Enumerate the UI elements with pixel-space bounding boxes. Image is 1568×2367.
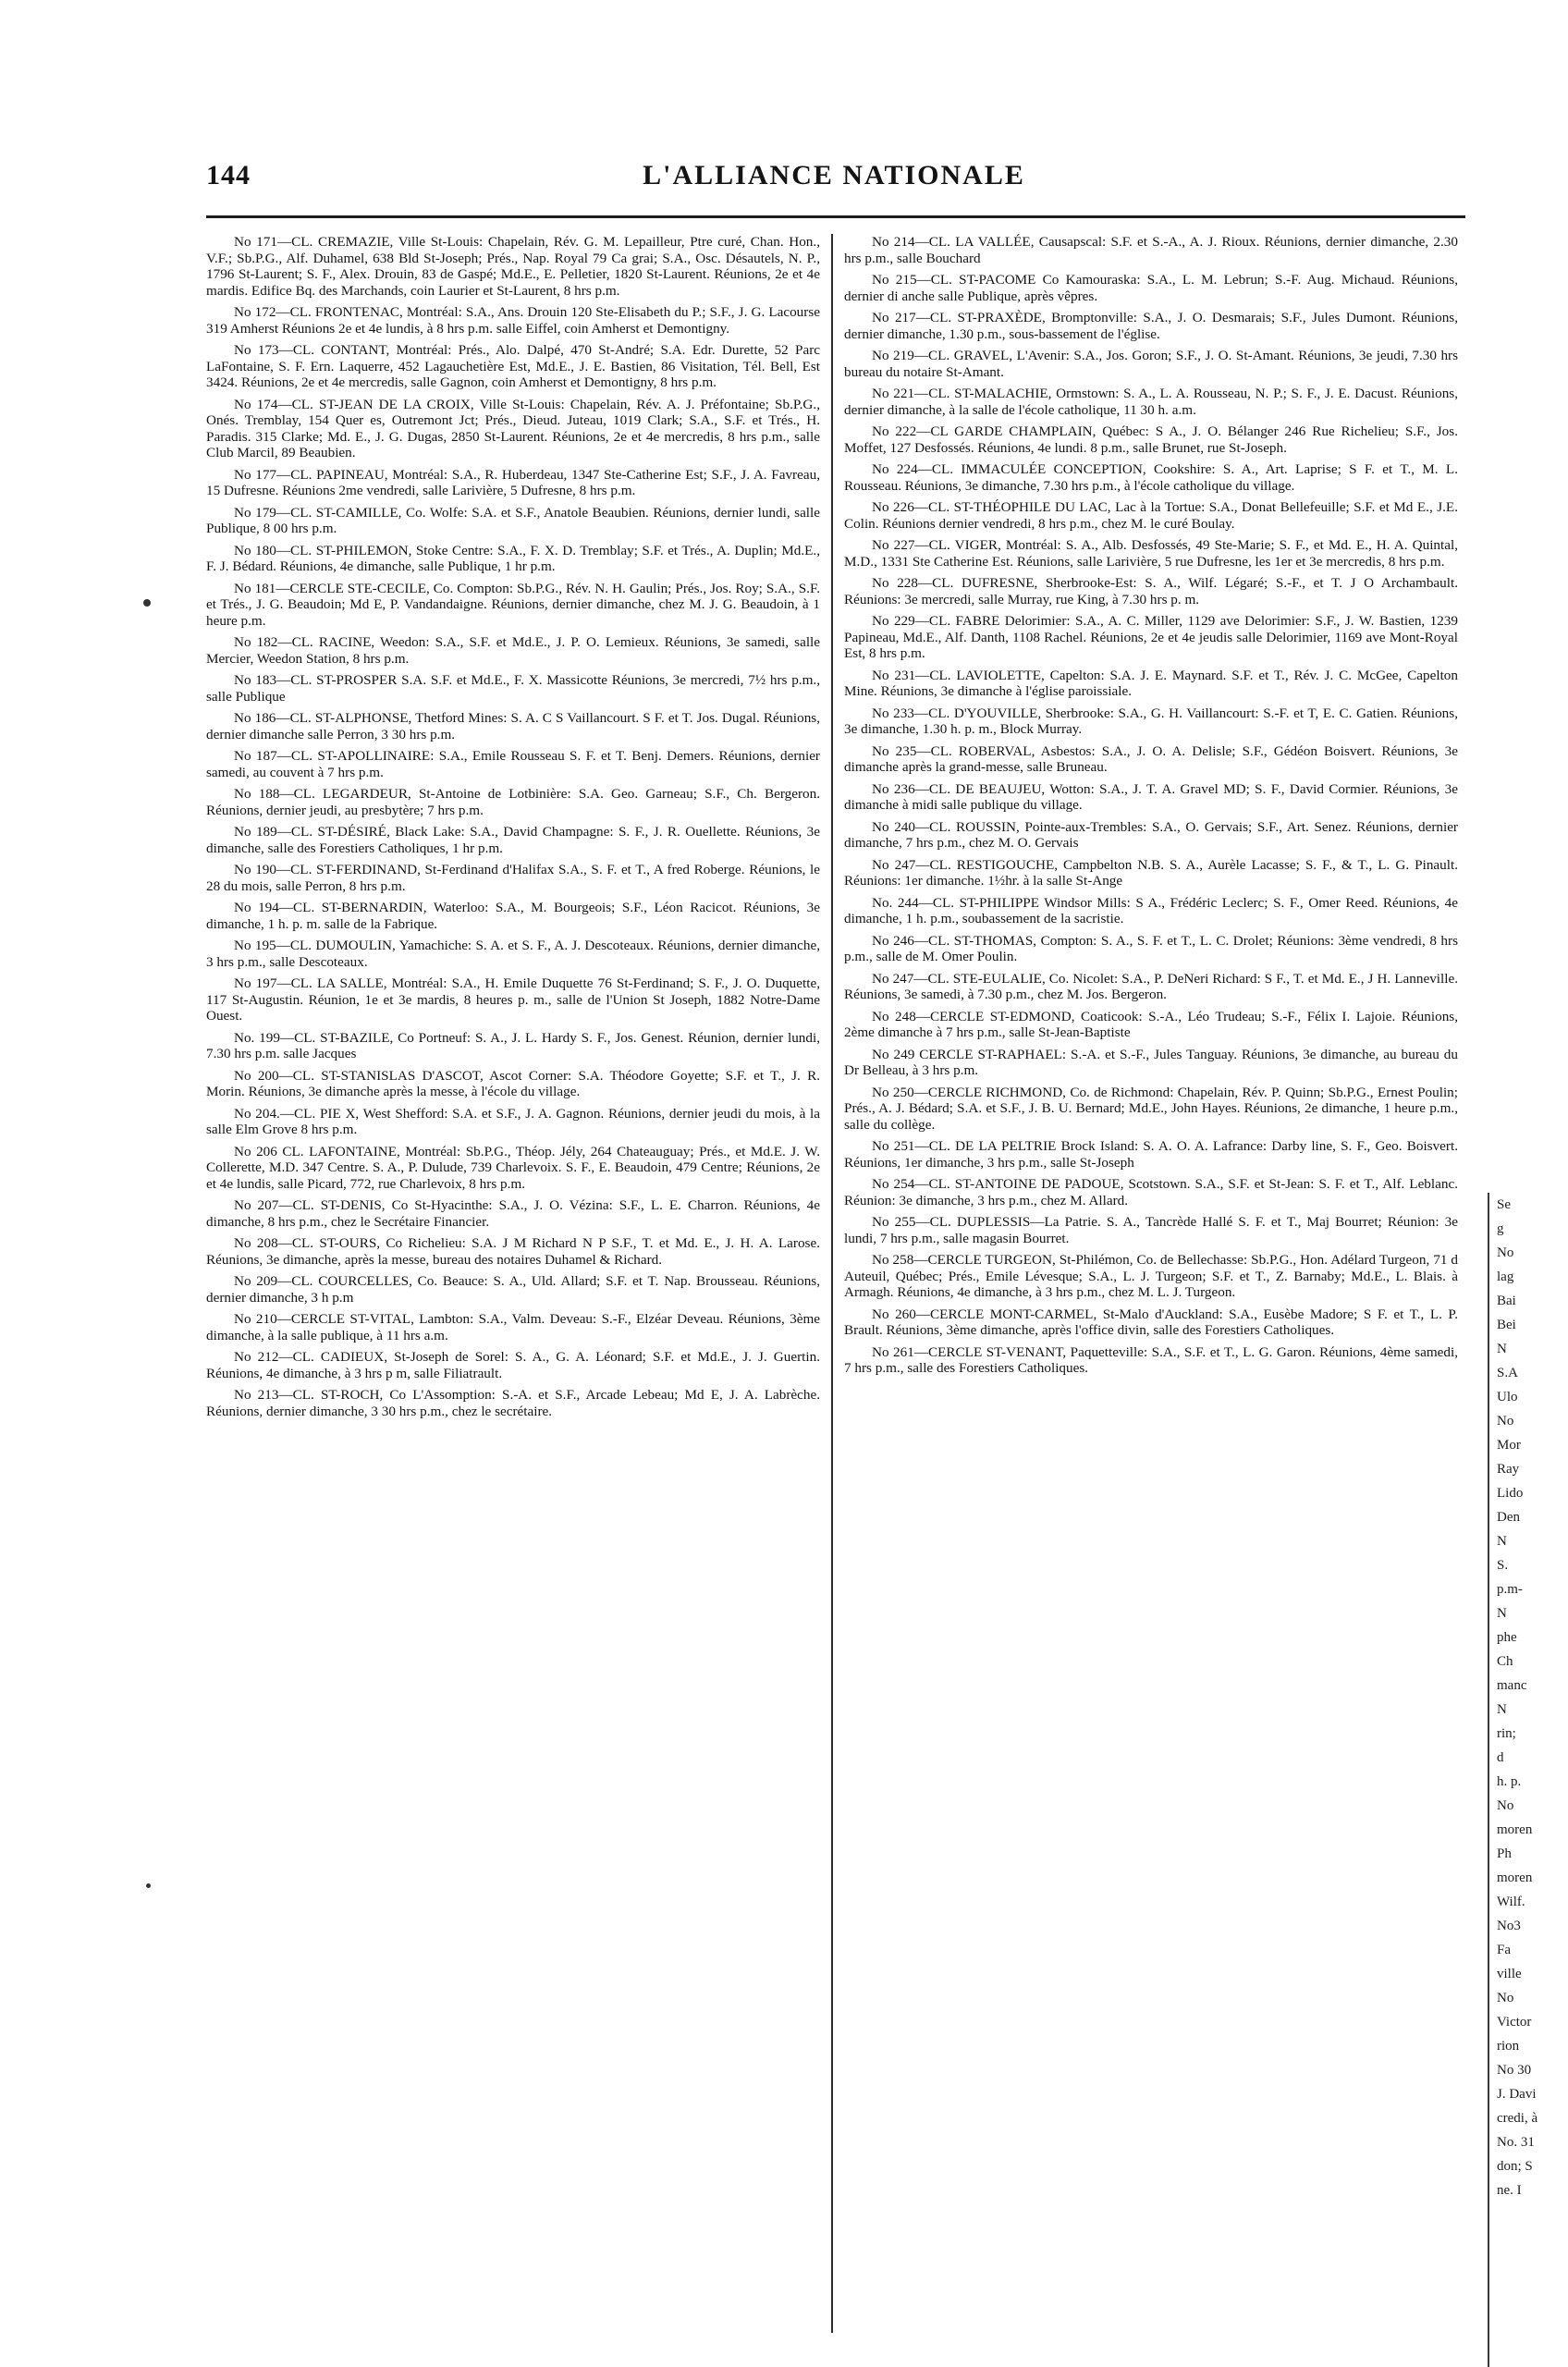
directory-entry: No 247—CL. RESTIGOUCHE, Campbelton N.B. S. A., Aurèle Lacasse; S. F., & T., L. G. Pinault. Réunions: 1er dimanche. 1½hr. à la salle St-Ange — [844, 856, 1458, 889]
margin-fragment: N — [1497, 1606, 1507, 1621]
margin-fragment: No. 31 — [1497, 2135, 1535, 2150]
margin-fragment: N — [1497, 1702, 1507, 1717]
directory-entry: No 233—CL. D'YOUVILLE, Sherbrooke: S.A., G. H. Vaillancourt: S.-F. et T, E. C. Gatien. Réunions, 3e dimanche, 1.30 h. p. m., Block Murray. — [844, 705, 1458, 737]
directory-entry: No 197—CL. LA SALLE, Montréal: S.A., H. Emile Duquette 76 St-Ferdinand; S. F., J. O. Duquette, 117 St-Augustin. Réunion, 1e et 3e mardis, 8 heures p. m., salle de l'Union St Joseph, 1882 Notre-Dame Ouest. — [206, 975, 820, 1024]
margin-fragment: No 30 — [1497, 2063, 1532, 2078]
margin-fragment: Fa — [1497, 1943, 1511, 1957]
two-column-body — [206, 234, 1465, 2333]
right-column — [844, 234, 1458, 2333]
directory-entry: No 189—CL. ST-DÉSIRÉ, Black Lake: S.A., David Champagne: S. F., J. R. Ouellette. Réunions, 3e dimanche, salle des Forestiers Catholiques, 1 hr p.m. — [206, 824, 820, 856]
directory-entry: No 174—CL. ST-JEAN DE LA CROIX, Ville St-Louis: Chapelain, Rév. A. J. Préfontaine; Sb.P.G., Onés. Tremblay, 154 Quer es, Outremont Jct; Prés., Dieud. Juteau, 1019 Clark; S.A., S.F. et Trés., H. Paradis. 315 Clarke; Md. E., J. G. Dugas, 2850 St-Laurent. Réunions, 2e et 4e mercredis, 8 hrs p.m., salle Club Marcil, 89 Beaubien. — [206, 396, 820, 460]
margin-fragment: N — [1497, 1534, 1507, 1549]
page-number: 144 — [206, 160, 251, 190]
directory-entry: No 248—CERCLE ST-EDMOND, Coaticook: S.-A., Léo Trudeau; S.-F., Félix I. Lajoie. Réunions, 2ème dimanche à 7 hrs p.m., salle St-Jean-Baptiste — [844, 1008, 1458, 1040]
directory-entry: No 195—CL. DUMOULIN, Yamachiche: S. A. et S. F., A. J. Descoteaux. Réunions, dernier dimanche, 3 hrs p.m., salle Descoteaux. — [206, 938, 820, 970]
margin-fragment: Bai — [1497, 1294, 1516, 1308]
directory-entry: No. 199—CL. ST-BAZILE, Co Portneuf: S. A., J. L. Hardy S. F., Jos. Genest. Réunion, dernier lundi, 7.30 hrs p.m. salle Jacques — [206, 1029, 820, 1061]
column-divider — [831, 234, 833, 2333]
margin-fragment: moren — [1497, 1870, 1533, 1885]
directory-entry: No 182—CL. RACINE, Weedon: S.A., S.F. et Md.E., J. P. O. Lemieux. Réunions, 3e samedi, salle Mercier, Weedon Station, 8 hrs p.m. — [206, 634, 820, 667]
margin-fragment: Mor — [1497, 1438, 1521, 1453]
margin-fragment: S. — [1497, 1558, 1509, 1573]
margin-fragment: h. p. — [1497, 1774, 1522, 1789]
directory-entry: No 177—CL. PAPINEAU, Montréal: S.A., R. Huberdeau, 1347 Ste-Catherine Est; S.F., J. A. Favreau, 15 Dufresne. Réunions 2me vendredi, salle Larivière, 5 Dufresne, 8 hrs p.m. — [206, 466, 820, 498]
page — [188, 153, 1480, 2331]
directory-entry: No 171—CL. CREMAZIE, Ville St-Louis: Chapelain, Rév. G. M. Lepailleur, Ptre curé, Chan. Hon., V.F.; Sb.P.G., Alf. Duhamel, 638 Bld St-Joseph; Prés., Nap. Royal 79 Ca grai; S.A., Osc. Désautels, N. P., 1796 St-Laurent; S. F., Alex. Drouin, 83 de Gaspé; Md.E., E. Pelletier, 1820 St-Laurent. Réunions, 2e et 4e mardis. Edifice Bq. des Marchands, coin Laurier et St-Laurent, 8 hrs p.m. — [206, 234, 820, 299]
directory-entry: No 172—CL. FRONTENAC, Montréal: S.A., Ans. Drouin 120 Ste-Elisabeth du P.; S.F., J. G. Lacourse 319 Amherst Réunions 2e et 4e lundis, à 8 hrs p.m. salle Eiffel, coin Amherst et Demontigny. — [206, 304, 820, 337]
margin-fragment: Den — [1497, 1510, 1520, 1525]
margin-fragment: Ch — [1497, 1654, 1513, 1669]
directory-entry: No 207—CL. ST-DENIS, Co St-Hyacinthe: S.A., J. O. Vézina: S.F., L. E. Charron. Réunions, 4e dimanche, 8 hrs p.m., chez le Secrétaire Financier. — [206, 1197, 820, 1230]
margin-fragment: Ph — [1497, 1846, 1512, 1861]
margin-fragment: N — [1497, 1342, 1507, 1356]
directory-entry: No 200—CL. ST-STANISLAS D'ASCOT, Ascot Corner: S.A. Théodore Goyette; S.F. et T., J. R. Morin. Réunions, 3e dimanche après la messe, à l'école du village. — [206, 1067, 820, 1099]
directory-entry: No 235—CL. ROBERVAL, Asbestos: S.A., J. O. A. Delisle; S.F., Gédéon Boisvert. Réunions, 3e dimanche après la grand-messe, salle Bruneau. — [844, 742, 1458, 775]
margin-fragment: g — [1497, 1221, 1504, 1236]
margin-fragment: J. Davi — [1497, 2087, 1537, 2102]
margin-fragment: No — [1497, 1798, 1514, 1813]
margin-fragment: No — [1497, 1991, 1514, 2005]
directory-entry: No 251—CL. DE LA PELTRIE Brock Island: S. A. O. A. Lafrance: Darby line, S. F., Geo. Boisvert. Réunions, 1er dimanche, 3 hrs p.m., salle St-Joseph — [844, 1138, 1458, 1171]
adjacent-page-margin — [1488, 1193, 1568, 2367]
margin-fragment: Ray — [1497, 1462, 1520, 1477]
directory-entry: No 186—CL. ST-ALPHONSE, Thetford Mines: S. A. C S Vaillancourt. S F. et T. Jos. Dugal. Réunions, dernier dimanche salle Perron, 3 30 hrs p.m. — [206, 710, 820, 742]
directory-entry: No 213—CL. ST-ROCH, Co L'Assomption: S.-A. et S.F., Arcade Lebeau; Md E, J. A. Labrèche. Réunions, dernier dimanche, 3 30 hrs p.m., chez le secrétaire. — [206, 1387, 820, 1419]
directory-entry: No 173—CL. CONTANT, Montréal: Prés., Alo. Dalpé, 470 St-André; S.A. Edr. Durette, 52 Parc LaFontaine, S. F. Ern. Laquerre, 452 Lagauchetière Est, Md.E., J. E. Bastien, 86 Visitation, Tél. Bell, Est 3424. Réunions, 2e et 4e mercredis, salle Gagnon, coin Amherst et Demontigny, 8 hrs p.m. — [206, 342, 820, 390]
directory-entry: No 249 CERCLE ST-RAPHAEL: S.-A. et S.-F., Jules Tanguay. Réunions, 3e dimanche, au bureau du Dr Belleau, à 3 hrs p.m. — [844, 1046, 1458, 1078]
margin-fragment: ne. I — [1497, 2183, 1522, 2198]
directory-entry: No 226—CL. ST-THÉOPHILE DU LAC, Lac à la Tortue: S.A., Donat Bellefeuille; S.F. et Md E., J.E. Colin. Réunions dernier vendredi, 8 hrs p.m., chez M. le curé Boulay. — [844, 499, 1458, 532]
directory-entry: No 246—CL. ST-THOMAS, Compton: S. A., S. F. et T., L. C. Drolet; Réunions: 3ème vendredi, 8 hrs p.m., salle de M. Omer Poulin. — [844, 932, 1458, 964]
directory-entry: No 206 CL. LAFONTAINE, Montréal: Sb.P.G., Théop. Jély, 264 Chateauguay; Prés., et Md.E. J. W. Collerette, M.D. 347 Centre. S. A., P. Dulude, 739 Charlevoix. S. F., E. Beaudoin, 479 Centre; Réunions, 2e et 4e lundis, salle Picard, 772, rue Charlevoix, 8 hrs p.m. — [206, 1143, 820, 1192]
directory-entry: No 180—CL. ST-PHILEMON, Stoke Centre: S.A., F. X. D. Tremblay; S.F. et Trés., A. Duplin; Md.E., F. J. Bédard. Réunions, 4e dimanche, salle Publique, 1 hr p.m. — [206, 542, 820, 574]
directory-entry: No 240—CL. ROUSSIN, Pointe-aux-Trembles: S.A., O. Gervais; S.F., Art. Senez. Réunions, dernier dimanche, 7 hrs p.m., chez M. O. Gervais — [844, 818, 1458, 851]
margin-fragment: credi, à — [1497, 2111, 1538, 2126]
margin-fragment: rin; — [1497, 1726, 1516, 1741]
margin-fragment: No — [1497, 1414, 1514, 1429]
directory-entry: No 212—CL. CADIEUX, St-Joseph de Sorel: S. A., G. A. Léonard; S.F. et Md.E., J. J. Guertin. Réunions, 4e dimanche, à 3 hrs p m, salle Filiatrault. — [206, 1349, 820, 1381]
directory-entry: No 227—CL. VIGER, Montréal: S. A., Alb. Desfossés, 49 Ste-Marie; S. F., et Md. E., H. A. Quintal, M.D., 1331 Ste Catherine Est. Réunions, salle Larivière, 5 rue Dufresne, les 1er et 3e mercredis, 8 hrs p.m. — [844, 537, 1458, 570]
directory-entry: No 210—CERCLE ST-VITAL, Lambton: S.A., Valm. Deveau: S.-F., Elzéar Deveau. Réunions, 3ème dimanche, à la salle publique, à 11 hrs a.m. — [206, 1311, 820, 1343]
directory-entry: No 231—CL. LAVIOLETTE, Capelton: S.A. J. E. Maynard. S.F. et T., Rév. J. C. McGee, Capelton Mine. Réunions, 3e dimanche à l'église paroissiale. — [844, 667, 1458, 699]
directory-entry: No. 244—CL. ST-PHILIPPE Windsor Mills: S A., Frédéric Leclerc; S. F., Omer Reed. Réunions, 4e dimanche, 1 h. p.m., soubassement de la sacristie. — [844, 894, 1458, 926]
margin-fragment: Wilf. — [1497, 1895, 1525, 1909]
directory-entry: No 209—CL. COURCELLES, Co. Beauce: S. A., Uld. Allard; S.F. et T. Nap. Brousseau. Réunions, dernier dimanche, 3 h p.m — [206, 1273, 820, 1306]
directory-entry: No 194—CL. ST-BERNARDIN, Waterloo: S.A., M. Bourgeois; S.F., Léon Racicot. Réunions, 3e dimanche, 1 h. p. m. salle de la Fabrique. — [206, 900, 820, 932]
directory-entry: No 219—CL. GRAVEL, L'Avenir: S.A., Jos. Goron; S.F., J. O. St-Amant. Réunions, 3e jeudi, 7.30 hrs bureau du notaire St-Amant. — [844, 348, 1458, 380]
scan-speck — [143, 599, 151, 607]
directory-entry: No 250—CERCLE RICHMOND, Co. de Richmond: Chapelain, Rév. P. Quinn; Sb.P.G., Ernest Poulin; Prés., A. J. Bédard; S.A. et S.F., J. B. U. Bernard; Md.E., John Hayes. Réunions, 2e dimanche, 1 heure p.m., salle du collège. — [844, 1084, 1458, 1133]
margin-fragment: Se — [1497, 1197, 1511, 1212]
directory-entry: No 187—CL. ST-APOLLINAIRE: S.A., Emile Rousseau S. F. et T. Benj. Demers. Réunions, dernier samedi, au couvent à 7 hrs p.m. — [206, 748, 820, 780]
directory-entry: No 183—CL. ST-PROSPER S.A. S.F. et Md.E., F. X. Massicotte Réunions, 3e mercredi, 7½ hrs p.m., salle Publique — [206, 672, 820, 705]
directory-entry: No 255—CL. DUPLESSIS—La Patrie. S. A., Tancrède Hallé S. F. et T., Maj Bourret; Réunion: 3e lundi, 7 hrs p.m., salle magasin Bourret. — [844, 1214, 1458, 1246]
scan-speck — [146, 1883, 151, 1888]
margin-fragment: ville — [1497, 1967, 1522, 1981]
directory-entry: No 217—CL. ST-PRAXÈDE, Bromptonville: S.A., J. O. Desmarais; S.F., Jules Dumont. Réunions, dernier dimanche, 1.30 p.m., sous-bassement de l'église. — [844, 310, 1458, 342]
directory-entry: No 228—CL. DUFRESNE, Sherbrooke-Est: S. A., Wilf. Légaré; S.-F., et T. J O Archambault. Réunions: 3e mercredi, salle Murray, rue King, à 7.30 hrs p. m. — [844, 575, 1458, 607]
directory-entry: No 221—CL. ST-MALACHIE, Ormstown: S. A., L. A. Rousseau, N. P.; S. F., J. E. Dacust. Réunions, dernier dimanche, à la salle de l'école catholique, 11 30 h. a.m. — [844, 386, 1458, 418]
directory-entry: No 181—CERCLE STE-CECILE, Co. Compton: Sb.P.G., Rév. N. H. Gaulin; Prés., Jos. Roy; S.A., S.F. et Trés., J. G. Beaudoin; Md E, P. Vandandaigne. Réunions, dernier dimanche, chez M. J. G. Beaudoin, à 1 heure p.m. — [206, 580, 820, 629]
directory-entry: No 222—CL GARDE CHAMPLAIN, Québec: S A., J. O. Bélanger 246 Rue Richelieu; S.F., Jos. Moffet, 127 Desfossés. Réunions, 4e lundi. 8 p.m., salle Brunet, rue St-Joseph. — [844, 423, 1458, 456]
directory-entry: No 236—CL. DE BEAUJEU, Wotton: S.A., J. T. A. Gravel MD; S. F., David Cormier. Réunions, 3e dimanche à midi salle publique du village. — [844, 780, 1458, 813]
margin-fragment: Bei — [1497, 1318, 1516, 1332]
directory-entry: No 214—CL. LA VALLÉE, Causapscal: S.F. et S.-A., A. J. Rioux. Réunions, dernier dimanche, 2.30 hrs p.m., salle Bouchard — [844, 234, 1458, 266]
directory-entry: No 215—CL. ST-PACOME Co Kamouraska: S.A., L. M. Lebrun; S.-F. Aug. Michaud. Réunions, dernier di anche salle Publique, après vêpres. — [844, 272, 1458, 304]
directory-entry: No 179—CL. ST-CAMILLE, Co. Wolfe: S.A. et S.F., Anatole Beaubien. Réunions, dernier lundi, salle Publique, 8 00 hrs p.m. — [206, 504, 820, 536]
margin-fragment: rion — [1497, 2039, 1520, 2054]
header-rule — [206, 215, 1465, 218]
directory-entry: No 208—CL. ST-OURS, Co Richelieu: S.A. J M Richard N P S.F., T. et Md. E., J. H. A. Larose. Réunions, 3e dimanche, après la messe, bureau des notaires Duhamel & Richard. — [206, 1235, 820, 1268]
margin-fragment: S.A — [1497, 1366, 1518, 1380]
page-header — [188, 153, 1480, 217]
margin-fragment: No — [1497, 1245, 1514, 1260]
margin-fragment: lag — [1497, 1269, 1514, 1284]
margin-fragment: Lido — [1497, 1486, 1524, 1501]
directory-entry: No 224—CL. IMMACULÉE CONCEPTION, Cookshire: S. A., Art. Laprise; S F. et T., M. L. Rousseau. Réunions, 3e dimanche, 7.30 hrs p.m., à l'école catholique du village. — [844, 461, 1458, 494]
margin-fragment: don; S — [1497, 2159, 1533, 2174]
directory-entry: No 258—CERCLE TURGEON, St-Philémon, Co. de Bellechasse: Sb.P.G., Hon. Adélard Turgeon, 71 d Auteuil, Québec; Prés., Emile Lévesque; S.A., L. J. Turgeon; S.F. et T., Z. Barnaby; Md.E., L. Blais. à Armagh. Réunions, 4e dimanche, à 3 hrs p.m., chez M. L. J. Turgeon. — [844, 1252, 1458, 1300]
directory-entry: No 190—CL. ST-FERDINAND, St-Ferdinand d'Halifax S.A., S. F. et T., A fred Roberge. Réunions, le 28 du mois, salle Perron, 8 hrs p.m. — [206, 862, 820, 894]
directory-entry: No 254—CL. ST-ANTOINE DE PADOUE, Scotstown. S.A., S.F. et St-Jean: S. F. et T., Alf. Leblanc. Réunion: 3e dimanche, 3 hrs p.m., chez M. Allard. — [844, 1176, 1458, 1208]
margin-fragment: phe — [1497, 1630, 1517, 1645]
directory-entry: No 260—CERCLE MONT-CARMEL, St-Malo d'Auckland: S.A., Eusèbe Madore; S F. et T., L. P. Brault. Réunions, 3ème dimanche, après l'office divin, salle des Forestiers Catholiques. — [844, 1306, 1458, 1338]
left-column — [206, 234, 820, 2333]
directory-entry: No 261—CERCLE ST-VENANT, Paquetteville: S.A., S.F. et T., L. G. Garon. Réunions, 4ème samedi, 7 hrs p.m., salle des Forestiers Catholiques. — [844, 1343, 1458, 1376]
margin-fragment: manc — [1497, 1678, 1527, 1693]
directory-entry: No 204.—CL. PIE X, West Shefford: S.A. et S.F., J. A. Gagnon. Réunions, dernier jeudi du mois, à la salle Elm Grove 8 hrs p.m. — [206, 1105, 820, 1137]
margin-fragment: moren — [1497, 1822, 1533, 1837]
margin-fragment: Victor — [1497, 2015, 1532, 2030]
margin-fragment: No3 — [1497, 1919, 1521, 1933]
directory-entry: No 247—CL. STE-EULALIE, Co. Nicolet: S.A., P. DeNeri Richard: S F., T. et Md. E., J H. Lanneville. Réunions, 3e samedi, à 7.30 p.m., chez M. Jos. Bergeron. — [844, 970, 1458, 1002]
running-title: L'ALLIANCE NATIONALE — [643, 160, 1025, 190]
margin-fragment: p.m- — [1497, 1582, 1523, 1597]
directory-entry: No 188—CL. LEGARDEUR, St-Antoine de Lotbinière: S.A. Geo. Garneau; S.F., Ch. Bergeron. Réunions, dernier jeudi, au presbytère; 7 hrs p.m. — [206, 786, 820, 818]
margin-fragment: d — [1497, 1750, 1504, 1765]
margin-fragment: Ulo — [1497, 1390, 1518, 1404]
directory-entry: No 229—CL. FABRE Delorimier: S.A., A. C. Miller, 1129 ave Delorimier: S.F., J. W. Bastien, 1239 Papineau, Md.E., Alf. Danth, 1108 Rachel. Réunions, 2e et 4e jeudis salle Delorimier, 1169 ave Mont-Royal Est, 8 hrs p.m. — [844, 613, 1458, 661]
